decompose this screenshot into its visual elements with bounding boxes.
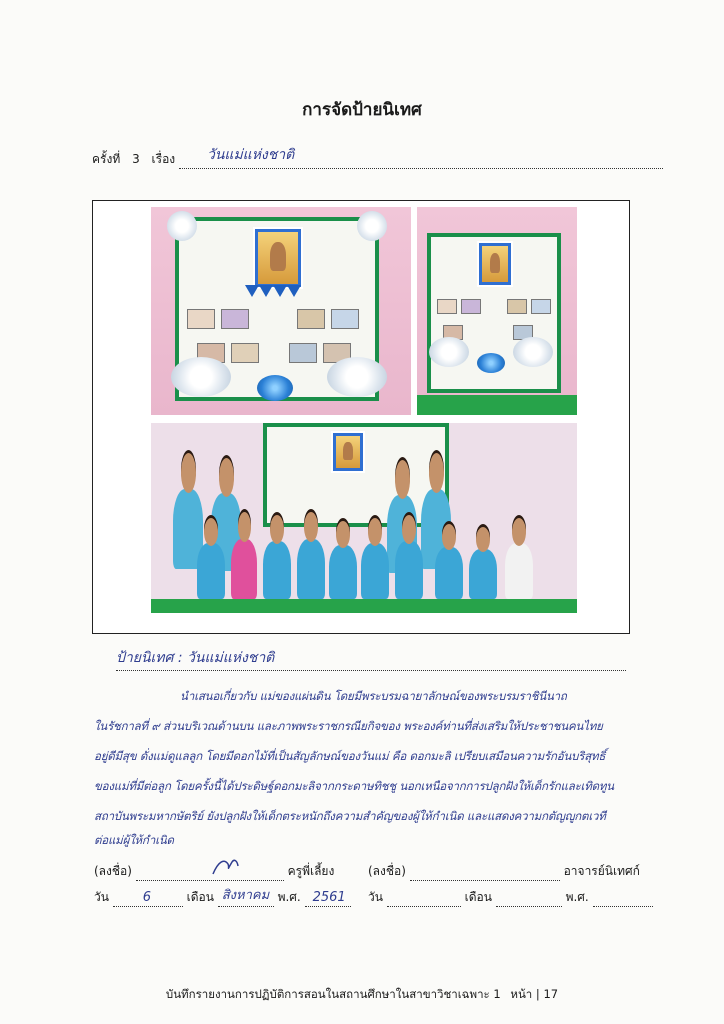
month-value: สิงหาคม: [221, 888, 270, 903]
year-label: พ.ศ.: [565, 890, 589, 904]
supervisor-signature: [410, 864, 560, 881]
mentor-date-row: [94, 888, 351, 907]
board-photo-right: [417, 207, 577, 415]
year-label: พ.ศ.: [277, 890, 301, 904]
board-heading-line: [116, 650, 626, 671]
topic-label: เรื่อง: [151, 152, 176, 166]
board-photo-left: [151, 207, 411, 415]
mentor-signature: [136, 864, 284, 881]
footer-page-number: 17: [543, 987, 559, 1001]
photo-collage: [92, 200, 630, 634]
topic-field: [179, 147, 663, 169]
footer-text: บันทึกรายงานการปฏิบัติการสอนในสถานศึกษาในสาขาวิชาเฉพาะ 1: [165, 987, 501, 1001]
page-title: การจัดป้ายนิเทศ: [302, 100, 422, 120]
sign-label: (ลงชื่อ): [94, 864, 132, 878]
footer-page-label: หน้า |: [510, 987, 540, 1001]
description-line: อยู่ดีมีสุข ดั่งแม่ดูแลลูก โดยมีดอกไม้ที่เป็นสัญลักษณ์ของวันแม่ คือ ดอกมะลิ เปรียบเสมือนความรักอันบริสุทธิ์: [94, 749, 606, 763]
month-label: เดือน: [186, 890, 214, 904]
day-label: วัน: [368, 890, 383, 904]
session-label: ครั้งที่: [92, 152, 121, 166]
handwritten-signature-icon: [210, 856, 240, 878]
page-footer: [0, 986, 724, 1004]
description-line: ต่อแม่ผู้ให้กำเนิด: [94, 833, 174, 847]
royal-portrait: [333, 433, 363, 471]
year-value: 2561: [312, 890, 346, 905]
supervisor-role: อาจารย์นิเทศก์: [563, 864, 640, 878]
session-number: 3: [132, 152, 140, 166]
royal-portrait: [255, 229, 301, 287]
session-line: [92, 147, 663, 169]
supervisor-sign-row: [368, 862, 640, 881]
mentor-sign-row: [94, 862, 334, 881]
sign-label: (ลงชื่อ): [368, 864, 406, 878]
board-heading: ป้ายนิเทศ : วันแม่แห่งชาติ: [116, 650, 275, 666]
description-line: นำเสนอเกี่ยวกับ แม่ของแผ่นดิน โดยมีพระบรมฉายาลักษณ์ของพระบรมราชินีนาถ: [180, 689, 567, 703]
month-label: เดือน: [464, 890, 492, 904]
royal-portrait: [479, 243, 511, 285]
description-line: สถาบันพระมหากษัตริย์ ยังปลูกฝังให้เด็กตระหนักถึงความสำคัญของผู้ให้กำเนิด และแสดงความกตัญญูกตเวที: [94, 809, 606, 823]
mentor-role: ครูพี่เลี้ยง: [287, 864, 335, 878]
supervisor-date-row: [368, 888, 653, 907]
topic-value: วันแม่แห่งชาติ: [207, 147, 295, 163]
day-label: วัน: [94, 890, 109, 904]
description-line: ของแม่ที่มีต่อลูก โดยครั้งนี้ได้ประดิษฐ์ดอกมะลิจากกระดาษทิชชู นอกเหนือจากการปลูกฝังให้เด็กรักและเทิดทูน: [94, 779, 614, 793]
description-line: ในรัชกาลที่ ๙ ส่วนบริเวณด้านบน และภาพพระราชกรณียกิจของ พระองค์ท่านที่ส่งเสริมให้ประชาชนคนไทย: [94, 719, 603, 733]
day-value: 6: [142, 890, 152, 905]
class-group-photo: [151, 423, 577, 613]
